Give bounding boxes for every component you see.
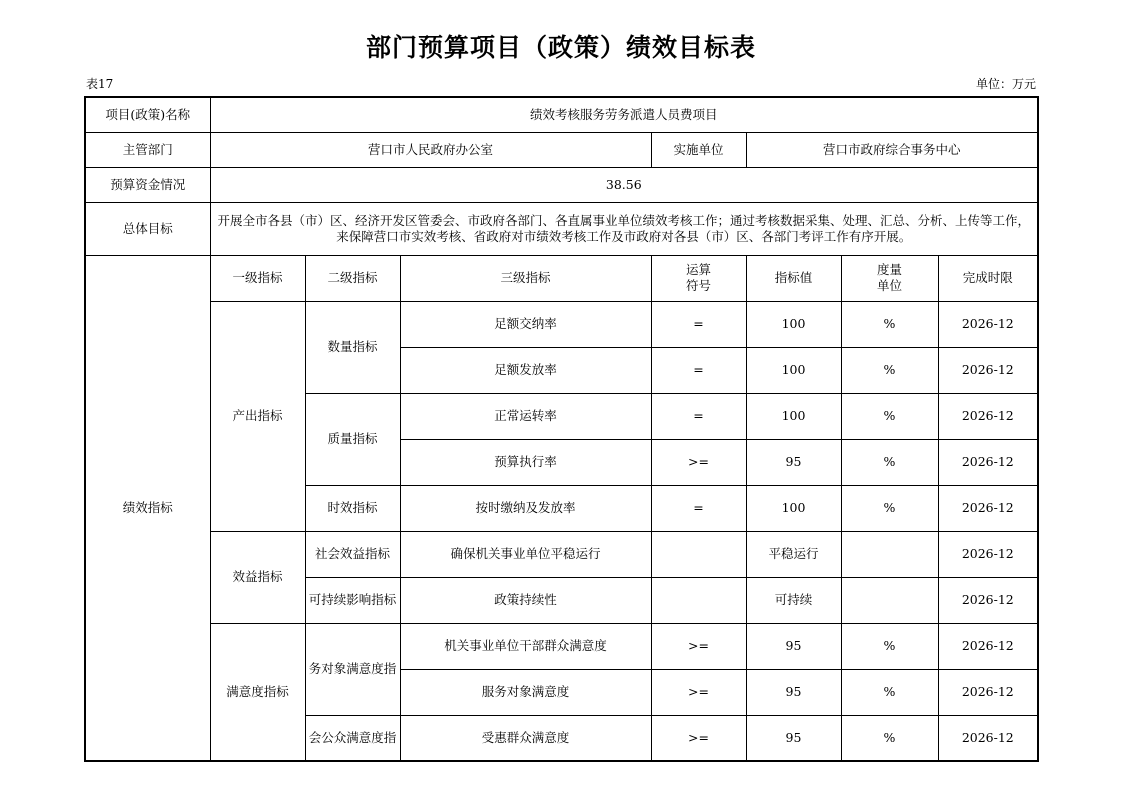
table-row <box>85 167 1038 202</box>
row-op: = <box>651 301 746 347</box>
row-l3: 机关事业单位干部群众满意度 <box>400 623 651 669</box>
header-value: 指标值 <box>746 255 841 301</box>
group-satisfaction: 满意度指标 <box>210 623 305 761</box>
perf-label: 绩效指标 <box>85 255 210 761</box>
goal-label: 总体目标 <box>85 202 210 255</box>
row-unit: % <box>841 623 938 669</box>
row-deadline: 2026-12 <box>938 485 1038 531</box>
header-row <box>85 255 1038 301</box>
dept-value: 营口市人民政府办公室 <box>210 132 651 167</box>
row-l3: 政策持续性 <box>400 577 651 623</box>
row-value: 100 <box>746 347 841 393</box>
row-deadline: 2026-12 <box>938 715 1038 761</box>
row-l3: 正常运转率 <box>400 393 651 439</box>
header-level2: 二级指标 <box>305 255 400 301</box>
subgroup-quantity: 数量指标 <box>305 301 400 393</box>
table-row <box>85 97 1038 132</box>
row-value: 95 <box>746 623 841 669</box>
subgroup-service-obj: 务对象满意度指 <box>305 623 400 715</box>
row-op: = <box>651 393 746 439</box>
row-op: >= <box>651 439 746 485</box>
row-value: 95 <box>746 715 841 761</box>
row-deadline: 2026-12 <box>938 439 1038 485</box>
row-unit: % <box>841 347 938 393</box>
row-deadline: 2026-12 <box>938 623 1038 669</box>
row-deadline: 2026-12 <box>938 347 1038 393</box>
header-deadline: 完成时限 <box>938 255 1038 301</box>
row-op <box>651 577 746 623</box>
row-deadline: 2026-12 <box>938 531 1038 577</box>
unit-label: 单位：万元 <box>975 77 1036 91</box>
row-deadline: 2026-12 <box>938 577 1038 623</box>
performance-table <box>84 96 1039 762</box>
row-value: 可持续 <box>746 577 841 623</box>
dept-label: 主管部门 <box>85 132 210 167</box>
row-value: 100 <box>746 301 841 347</box>
subgroup-sustain: 可持续影响指标 <box>305 577 400 623</box>
row-unit <box>841 577 938 623</box>
subgroup-social: 社会效益指标 <box>305 531 400 577</box>
row-l3: 服务对象满意度 <box>400 669 651 715</box>
row-op: = <box>651 485 746 531</box>
table-number: 表17 <box>86 77 114 91</box>
row-unit: % <box>841 301 938 347</box>
row-deadline: 2026-12 <box>938 669 1038 715</box>
header-level3: 三级指标 <box>400 255 651 301</box>
table-row <box>85 301 1038 347</box>
row-op: >= <box>651 623 746 669</box>
row-unit: % <box>841 485 938 531</box>
row-deadline: 2026-12 <box>938 301 1038 347</box>
table-row <box>85 202 1038 255</box>
row-unit: % <box>841 669 938 715</box>
row-unit <box>841 531 938 577</box>
subgroup-timeliness: 时效指标 <box>305 485 400 531</box>
budget-value: 38.56 <box>210 167 1038 202</box>
project-name-label: 项目(政策)名称 <box>85 97 210 132</box>
page-title: 部门预算项目（政策）绩效目标表 <box>365 33 756 62</box>
row-l3: 足额发放率 <box>400 347 651 393</box>
table-row <box>85 623 1038 669</box>
header-unit: 度量 单位 <box>841 255 938 301</box>
row-unit: % <box>841 715 938 761</box>
row-value: 平稳运行 <box>746 531 841 577</box>
row-op <box>651 531 746 577</box>
subgroup-public: 会公众满意度指 <box>305 715 400 761</box>
row-value: 100 <box>746 393 841 439</box>
group-output: 产出指标 <box>210 301 305 531</box>
impl-value: 营口市政府综合事务中心 <box>746 132 1038 167</box>
group-benefit: 效益指标 <box>210 531 305 623</box>
budget-label: 预算资金情况 <box>85 167 210 202</box>
subgroup-quality: 质量指标 <box>305 393 400 485</box>
row-l3: 按时缴纳及发放率 <box>400 485 651 531</box>
row-op: >= <box>651 715 746 761</box>
row-op: >= <box>651 669 746 715</box>
table-row <box>85 132 1038 167</box>
row-l3: 预算执行率 <box>400 439 651 485</box>
header-operator: 运算 符号 <box>651 255 746 301</box>
row-unit: % <box>841 393 938 439</box>
row-value: 100 <box>746 485 841 531</box>
row-value: 95 <box>746 439 841 485</box>
header-level1: 一级指标 <box>210 255 305 301</box>
row-value: 95 <box>746 669 841 715</box>
impl-label: 实施单位 <box>651 132 746 167</box>
row-unit: % <box>841 439 938 485</box>
row-deadline: 2026-12 <box>938 393 1038 439</box>
row-l3: 受惠群众满意度 <box>400 715 651 761</box>
row-l3: 确保机关事业单位平稳运行 <box>400 531 651 577</box>
row-l3: 足额交纳率 <box>400 301 651 347</box>
table-row <box>85 531 1038 577</box>
row-op: = <box>651 347 746 393</box>
goal-text: 开展全市各县（市）区、经济开发区管委会、市政府各部门、各直属事业单位绩效考核工作；通过考核数据采集、处理、汇总、分析、上传等工作，来保障营口市实效考核、省政府对市绩效考核工作及市政府对各县（市）区、各部门考评工作有序开展。 <box>210 202 1038 255</box>
project-name-value: 绩效考核服务劳务派遣人员费项目 <box>210 97 1038 132</box>
